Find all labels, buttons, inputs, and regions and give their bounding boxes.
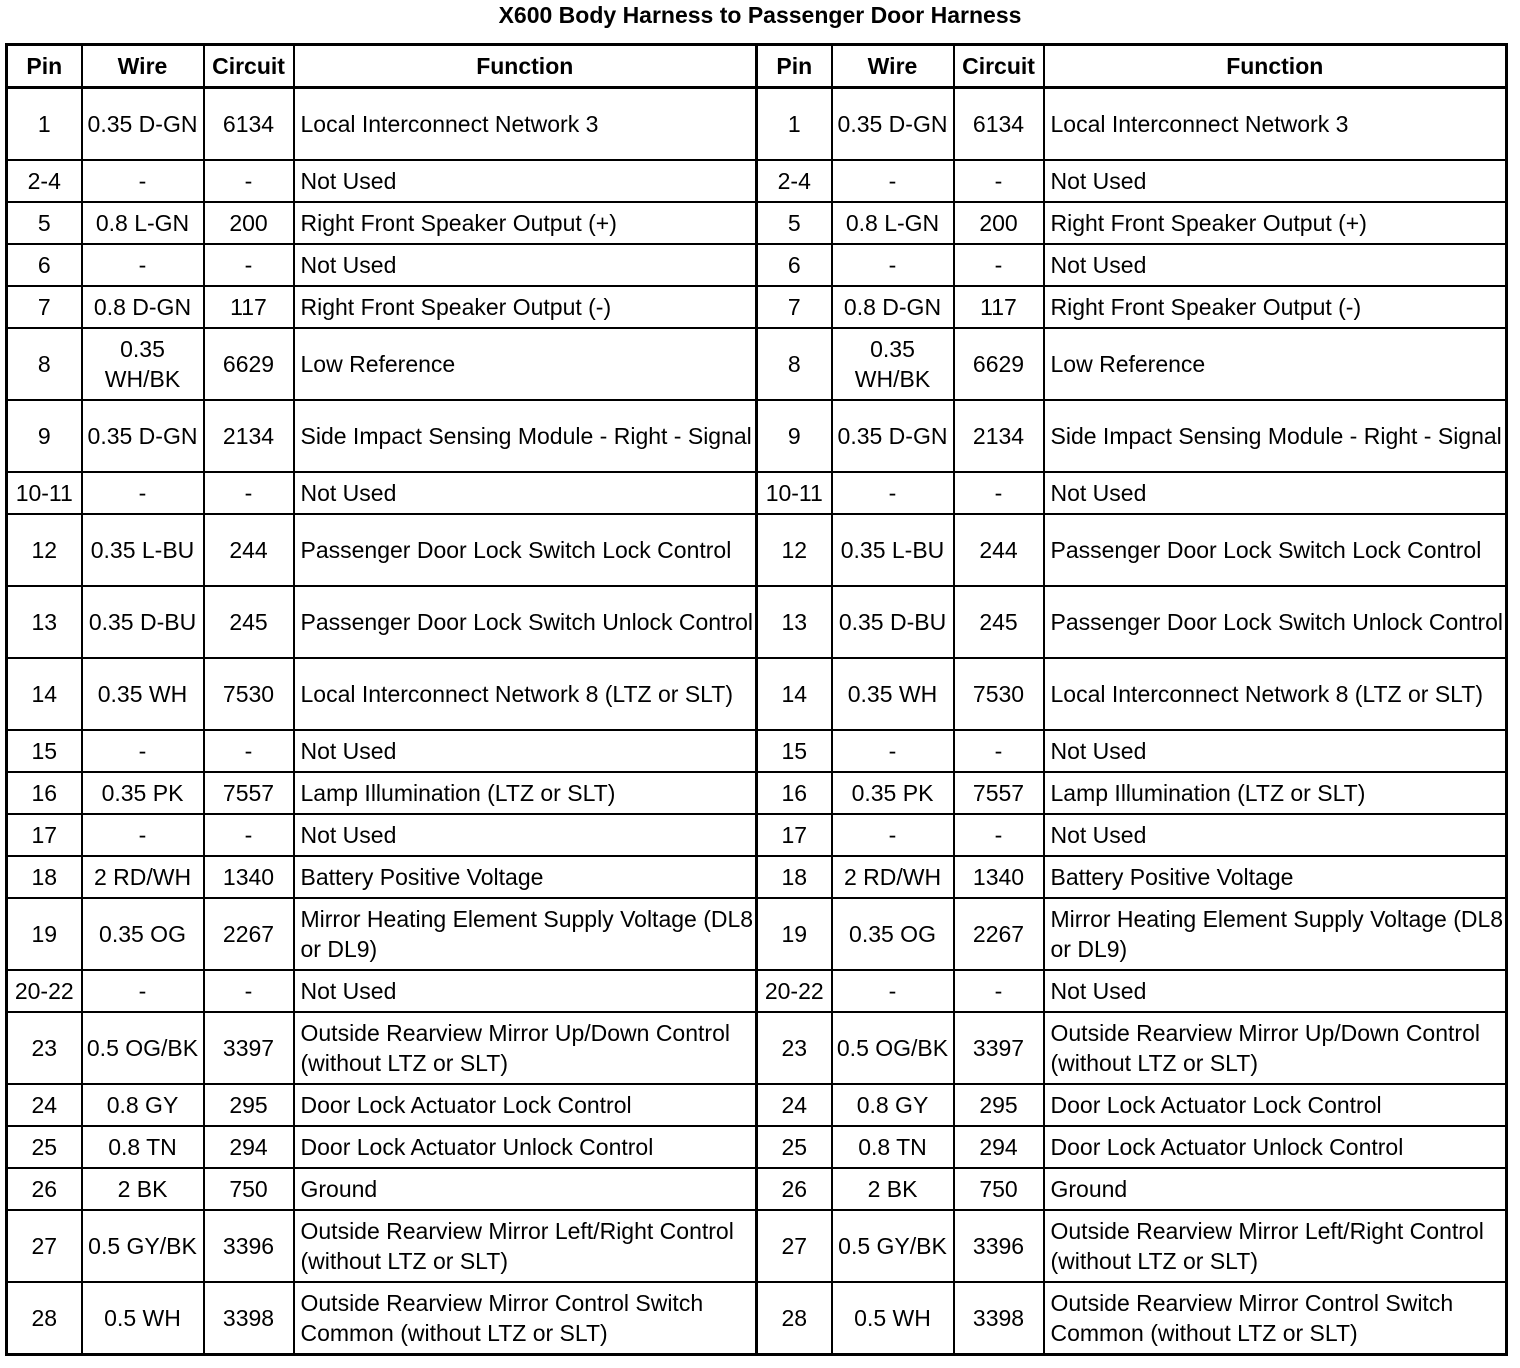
cell-wire: 0.8 L-GN xyxy=(82,202,204,244)
cell-wire: 0.5 GY/BK xyxy=(82,1210,204,1282)
cell-circuit: 7530 xyxy=(204,658,294,730)
cell-wire: 0.35 L-BU xyxy=(832,514,954,586)
cell-function: Low Reference xyxy=(294,328,757,400)
table-row xyxy=(7,514,1507,586)
cell-circuit: - xyxy=(204,472,294,514)
cell-wire: - xyxy=(82,970,204,1012)
cell-function: Side Impact Sensing Module - Right - Signal xyxy=(1044,400,1507,472)
cell-circuit: 295 xyxy=(204,1084,294,1126)
cell-circuit: 244 xyxy=(204,514,294,586)
cell-pin: 9 xyxy=(757,400,832,472)
cell-function: Not Used xyxy=(294,814,757,856)
cell-function: Lamp Illumination (LTZ or SLT) xyxy=(1044,772,1507,814)
table-row xyxy=(7,160,1507,202)
cell-pin: 26 xyxy=(7,1168,82,1210)
cell-wire: - xyxy=(832,160,954,202)
cell-wire: 2 RD/WH xyxy=(82,856,204,898)
cell-wire: - xyxy=(82,730,204,772)
cell-function: Local Interconnect Network 8 (LTZ or SLT) xyxy=(1044,658,1507,730)
table-title: X600 Body Harness to Passenger Door Harness xyxy=(498,2,1022,28)
table-row xyxy=(7,1210,1507,1282)
cell-circuit: 7557 xyxy=(954,772,1044,814)
cell-wire: 0.35 WH xyxy=(832,658,954,730)
cell-wire: 0.8 TN xyxy=(82,1126,204,1168)
cell-circuit: 117 xyxy=(204,286,294,328)
cell-circuit: 2267 xyxy=(954,898,1044,970)
cell-wire: 0.35 OG xyxy=(832,898,954,970)
table-row xyxy=(7,898,1507,970)
table-row xyxy=(7,970,1507,1012)
cell-pin: 18 xyxy=(7,856,82,898)
cell-pin: 17 xyxy=(757,814,832,856)
cell-circuit: 294 xyxy=(954,1126,1044,1168)
cell-circuit: - xyxy=(954,160,1044,202)
cell-pin: 25 xyxy=(757,1126,832,1168)
cell-wire: 2 BK xyxy=(82,1168,204,1210)
cell-wire: 0.5 WH xyxy=(82,1282,204,1355)
cell-wire: - xyxy=(82,814,204,856)
cell-wire: 0.5 WH xyxy=(832,1282,954,1355)
cell-pin: 15 xyxy=(757,730,832,772)
cell-circuit: 3398 xyxy=(954,1282,1044,1355)
cell-function: Door Lock Actuator Unlock Control xyxy=(294,1126,757,1168)
cell-function: Local Interconnect Network 8 (LTZ or SLT) xyxy=(294,658,757,730)
cell-function: Not Used xyxy=(1044,730,1507,772)
cell-pin: 13 xyxy=(757,586,832,658)
cell-function: Door Lock Actuator Unlock Control xyxy=(1044,1126,1507,1168)
cell-function: Not Used xyxy=(1044,160,1507,202)
cell-wire: 2 RD/WH xyxy=(832,856,954,898)
cell-wire: - xyxy=(832,814,954,856)
cell-function: Outside Rearview Mirror Control Switch Common (without LTZ or SLT) xyxy=(294,1282,757,1355)
cell-pin: 5 xyxy=(757,202,832,244)
cell-wire: - xyxy=(832,730,954,772)
cell-pin: 12 xyxy=(7,514,82,586)
cell-pin: 17 xyxy=(7,814,82,856)
cell-wire: 2 BK xyxy=(832,1168,954,1210)
cell-function: Side Impact Sensing Module - Right - Signal xyxy=(294,400,757,472)
cell-circuit: 117 xyxy=(954,286,1044,328)
header-wire: Wire xyxy=(832,45,954,88)
cell-circuit: 3397 xyxy=(954,1012,1044,1084)
table-row xyxy=(7,1282,1507,1355)
table-row xyxy=(7,472,1507,514)
cell-wire: 0.8 TN xyxy=(832,1126,954,1168)
header-function: Function xyxy=(294,45,757,88)
cell-function: Right Front Speaker Output (-) xyxy=(1044,286,1507,328)
table-row xyxy=(7,328,1507,400)
cell-function: Outside Rearview Mirror Up/Down Control (without LTZ or SLT) xyxy=(1044,1012,1507,1084)
cell-pin: 23 xyxy=(757,1012,832,1084)
cell-circuit: - xyxy=(954,814,1044,856)
cell-pin: 10-11 xyxy=(757,472,832,514)
cell-pin: 27 xyxy=(7,1210,82,1282)
cell-function: Passenger Door Lock Switch Unlock Control xyxy=(294,586,757,658)
cell-wire: 0.35 D-GN xyxy=(82,400,204,472)
cell-pin: 13 xyxy=(7,586,82,658)
cell-pin: 2-4 xyxy=(757,160,832,202)
cell-function: Passenger Door Lock Switch Lock Control xyxy=(1044,514,1507,586)
header-pin: Pin xyxy=(7,45,82,88)
cell-pin: 9 xyxy=(7,400,82,472)
cell-wire: - xyxy=(82,244,204,286)
cell-pin: 16 xyxy=(7,772,82,814)
table-row xyxy=(7,244,1507,286)
cell-function: Right Front Speaker Output (+) xyxy=(294,202,757,244)
cell-function: Outside Rearview Mirror Up/Down Control (without LTZ or SLT) xyxy=(294,1012,757,1084)
cell-wire: 0.5 OG/BK xyxy=(832,1012,954,1084)
table-row xyxy=(7,88,1507,161)
table-row xyxy=(7,586,1507,658)
cell-wire: 0.8 D-GN xyxy=(82,286,204,328)
cell-function: Outside Rearview Mirror Left/Right Control (without LTZ or SLT) xyxy=(1044,1210,1507,1282)
header-row xyxy=(7,45,1507,88)
cell-circuit: 6629 xyxy=(954,328,1044,400)
cell-function: Local Interconnect Network 3 xyxy=(294,88,757,161)
cell-wire: 0.35 OG xyxy=(82,898,204,970)
cell-circuit: - xyxy=(204,730,294,772)
cell-pin: 19 xyxy=(757,898,832,970)
cell-circuit: 2267 xyxy=(204,898,294,970)
cell-wire: 0.35 D-GN xyxy=(82,88,204,161)
table-row xyxy=(7,1012,1507,1084)
cell-pin: 12 xyxy=(757,514,832,586)
header-wire: Wire xyxy=(82,45,204,88)
cell-circuit: 750 xyxy=(204,1168,294,1210)
cell-function: Ground xyxy=(294,1168,757,1210)
cell-function: Outside Rearview Mirror Left/Right Control (without LTZ or SLT) xyxy=(294,1210,757,1282)
cell-function: Ground xyxy=(1044,1168,1507,1210)
cell-pin: 6 xyxy=(757,244,832,286)
cell-circuit: 6134 xyxy=(204,88,294,161)
cell-wire: 0.8 L-GN xyxy=(832,202,954,244)
cell-circuit: 3396 xyxy=(954,1210,1044,1282)
cell-wire: - xyxy=(82,160,204,202)
cell-wire: 0.35 PK xyxy=(82,772,204,814)
cell-function: Mirror Heating Element Supply Voltage (DL8 or DL9) xyxy=(294,898,757,970)
cell-circuit: 2134 xyxy=(204,400,294,472)
cell-pin: 25 xyxy=(7,1126,82,1168)
cell-pin: 10-11 xyxy=(7,472,82,514)
cell-pin: 19 xyxy=(7,898,82,970)
cell-pin: 5 xyxy=(7,202,82,244)
cell-circuit: - xyxy=(204,244,294,286)
cell-function: Not Used xyxy=(294,244,757,286)
cell-function: Not Used xyxy=(1044,244,1507,286)
cell-circuit: - xyxy=(204,970,294,1012)
cell-function: Lamp Illumination (LTZ or SLT) xyxy=(294,772,757,814)
cell-wire: 0.5 GY/BK xyxy=(832,1210,954,1282)
cell-wire: 0.35 D-GN xyxy=(832,400,954,472)
cell-pin: 14 xyxy=(7,658,82,730)
cell-function: Door Lock Actuator Lock Control xyxy=(294,1084,757,1126)
table-row xyxy=(7,730,1507,772)
cell-pin: 7 xyxy=(7,286,82,328)
cell-circuit: 6629 xyxy=(204,328,294,400)
cell-function: Not Used xyxy=(294,730,757,772)
cell-function: Mirror Heating Element Supply Voltage (DL8 or DL9) xyxy=(1044,898,1507,970)
cell-wire: 0.8 GY xyxy=(82,1084,204,1126)
cell-function: Battery Positive Voltage xyxy=(294,856,757,898)
cell-function: Not Used xyxy=(1044,472,1507,514)
cell-wire: 0.8 D-GN xyxy=(832,286,954,328)
cell-circuit: 7530 xyxy=(954,658,1044,730)
cell-wire: - xyxy=(82,472,204,514)
cell-wire: 0.35 D-BU xyxy=(832,586,954,658)
cell-function: Not Used xyxy=(294,472,757,514)
table-row xyxy=(7,814,1507,856)
cell-circuit: - xyxy=(954,730,1044,772)
cell-pin: 7 xyxy=(757,286,832,328)
cell-pin: 1 xyxy=(7,88,82,161)
cell-wire: 0.35 WH/BK xyxy=(832,328,954,400)
cell-circuit: 6134 xyxy=(954,88,1044,161)
cell-circuit: - xyxy=(204,160,294,202)
table-row xyxy=(7,1084,1507,1126)
cell-wire: - xyxy=(832,970,954,1012)
cell-pin: 27 xyxy=(757,1210,832,1282)
header-circuit: Circuit xyxy=(954,45,1044,88)
cell-pin: 14 xyxy=(757,658,832,730)
cell-function: Battery Positive Voltage xyxy=(1044,856,1507,898)
cell-wire: 0.35 WH xyxy=(82,658,204,730)
cell-wire: 0.35 PK xyxy=(832,772,954,814)
cell-pin: 23 xyxy=(7,1012,82,1084)
cell-wire: 0.35 D-GN xyxy=(832,88,954,161)
cell-circuit: - xyxy=(954,970,1044,1012)
cell-pin: 6 xyxy=(7,244,82,286)
cell-circuit: 294 xyxy=(204,1126,294,1168)
cell-pin: 28 xyxy=(757,1282,832,1355)
header-pin: Pin xyxy=(757,45,832,88)
cell-circuit: - xyxy=(954,472,1044,514)
cell-pin: 8 xyxy=(7,328,82,400)
cell-wire: 0.8 GY xyxy=(832,1084,954,1126)
cell-pin: 8 xyxy=(757,328,832,400)
cell-function: Passenger Door Lock Switch Lock Control xyxy=(294,514,757,586)
cell-wire: - xyxy=(832,472,954,514)
cell-pin: 24 xyxy=(757,1084,832,1126)
table-row xyxy=(7,1168,1507,1210)
table-row xyxy=(7,400,1507,472)
cell-pin: 28 xyxy=(7,1282,82,1355)
table-row xyxy=(7,1126,1507,1168)
cell-circuit: 3398 xyxy=(204,1282,294,1355)
header-function: Function xyxy=(1044,45,1507,88)
cell-function: Right Front Speaker Output (-) xyxy=(294,286,757,328)
table-row xyxy=(7,286,1507,328)
cell-circuit: 7557 xyxy=(204,772,294,814)
cell-circuit: 3397 xyxy=(204,1012,294,1084)
cell-pin: 18 xyxy=(757,856,832,898)
table-row xyxy=(7,658,1507,730)
cell-function: Low Reference xyxy=(1044,328,1507,400)
cell-pin: 15 xyxy=(7,730,82,772)
cell-pin: 24 xyxy=(7,1084,82,1126)
cell-circuit: 750 xyxy=(954,1168,1044,1210)
cell-wire: 0.5 OG/BK xyxy=(82,1012,204,1084)
cell-circuit: - xyxy=(954,244,1044,286)
cell-circuit: 295 xyxy=(954,1084,1044,1126)
cell-circuit: - xyxy=(204,814,294,856)
cell-function: Not Used xyxy=(294,970,757,1012)
cell-circuit: 1340 xyxy=(204,856,294,898)
cell-function: Not Used xyxy=(1044,814,1507,856)
cell-circuit: 2134 xyxy=(954,400,1044,472)
cell-circuit: 200 xyxy=(204,202,294,244)
table-row xyxy=(7,202,1507,244)
cell-circuit: 245 xyxy=(204,586,294,658)
cell-pin: 2-4 xyxy=(7,160,82,202)
table-row xyxy=(7,772,1507,814)
cell-wire: 0.35 WH/BK xyxy=(82,328,204,400)
cell-wire: 0.35 L-BU xyxy=(82,514,204,586)
cell-circuit: 244 xyxy=(954,514,1044,586)
cell-circuit: 1340 xyxy=(954,856,1044,898)
pinout-table xyxy=(5,43,1508,1356)
cell-pin: 20-22 xyxy=(757,970,832,1012)
cell-circuit: 3396 xyxy=(204,1210,294,1282)
cell-wire: 0.35 D-BU xyxy=(82,586,204,658)
cell-function: Door Lock Actuator Lock Control xyxy=(1044,1084,1507,1126)
cell-pin: 1 xyxy=(757,88,832,161)
cell-function: Not Used xyxy=(294,160,757,202)
cell-pin: 26 xyxy=(757,1168,832,1210)
cell-function: Right Front Speaker Output (+) xyxy=(1044,202,1507,244)
cell-function: Local Interconnect Network 3 xyxy=(1044,88,1507,161)
cell-function: Outside Rearview Mirror Control Switch Common (without LTZ or SLT) xyxy=(1044,1282,1507,1355)
table-row xyxy=(7,856,1507,898)
cell-function: Passenger Door Lock Switch Unlock Control xyxy=(1044,586,1507,658)
cell-function: Not Used xyxy=(1044,970,1507,1012)
cell-circuit: 245 xyxy=(954,586,1044,658)
cell-circuit: 200 xyxy=(954,202,1044,244)
cell-wire: - xyxy=(832,244,954,286)
cell-pin: 20-22 xyxy=(7,970,82,1012)
cell-pin: 16 xyxy=(757,772,832,814)
header-circuit: Circuit xyxy=(204,45,294,88)
